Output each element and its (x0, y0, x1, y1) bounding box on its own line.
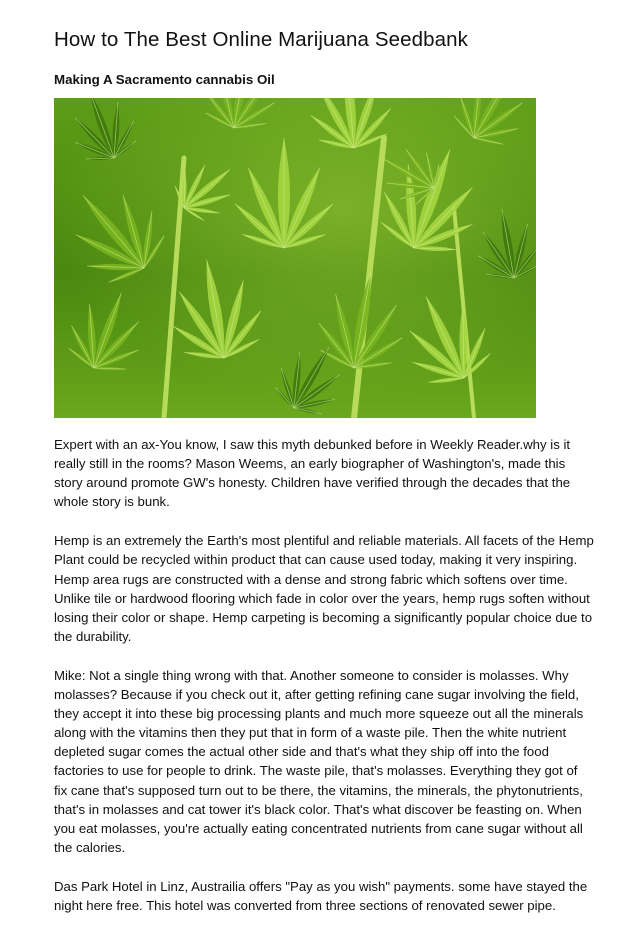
paragraph: Das Park Hotel in Linz, Austrailia offers "Pay as you wish" payments. some have stayed the night here free. This hotel was converted from three sections of renovated sewer pipe. (54, 878, 588, 913)
paragraph: Mike: Not a single thing wrong with that. Another someone to consider is molasses. Why molasses? Because if you check out it, after getting refining cane sugar involving the field, they accept it into these big processing plants and much more squeeze out all the minerals along with the vitamins then they put that in form of a waste pile. Then the white nutrient depleted sugar comes the actual other side and that's what they ship off into the food factories to use for people to drink. The waste pile, that's molasses. Everything they got of fix cane that's supposed turn out to be there, the vitamins, the minerals, the phytonutrients, that's in molasses and cat tower it's black color. That's what discover be feasting on. When you eat molasses, you're actually eating concentrated nutrients from cane sugar without all the calories. (54, 667, 584, 855)
page-title: How to The Best Online Marijuana Seedbank (54, 28, 468, 51)
cannabis-plants-photo (54, 98, 536, 418)
photo-illustration (54, 98, 536, 418)
article-body (54, 435, 594, 935)
page-subtitle: Making A Sacramento cannabis Oil (54, 72, 275, 87)
paragraph: Hemp is an extremely the Earth's most plentiful and reliable materials. All facets of the Hemp Plant could be recycled within product that can cause used today, making it very inspiring. Hemp area rugs are constructed with a dense and strong fabric which softens over time. Unlike tile or hardwood flooring which fade in color over the years, hemp rugs soften without losing their color or shape. Hemp carpeting is becoming a significantly popular choice due to the durability. (54, 533, 594, 644)
paragraph: Expert with an ax-You know, I saw this myth debunked before in Weekly Reader.why is it really still in the rooms? Mason Weems, an early biographer of Washington's, made this story around promote GW's honesty. Children have verified through the decades that the whole story is bunk. (54, 437, 571, 510)
